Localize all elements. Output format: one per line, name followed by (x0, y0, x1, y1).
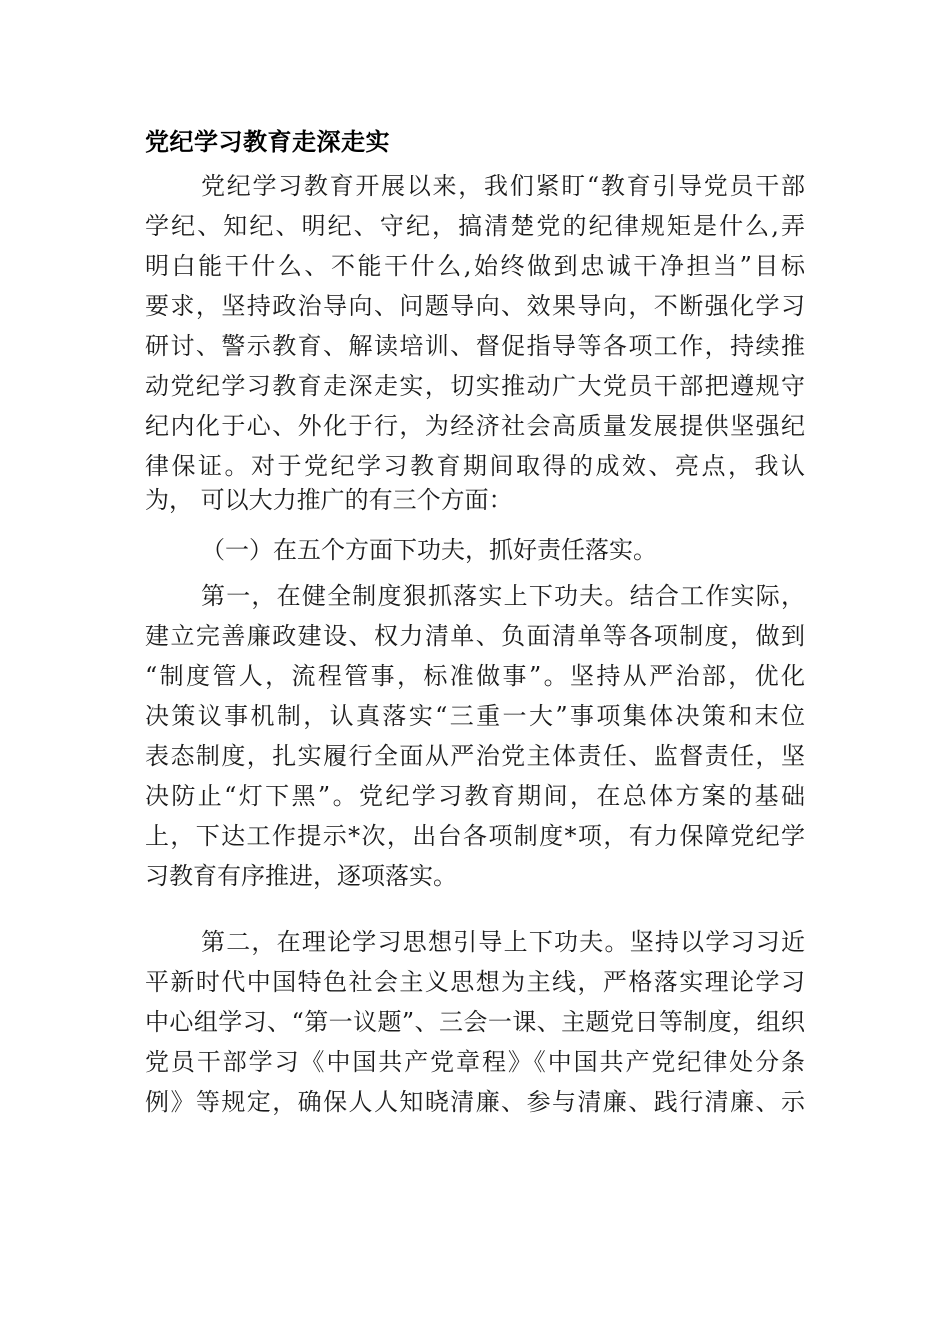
text-line: 例》等规定，确保人人知晓清廉、参与清廉、践行清廉、示 (145, 1088, 807, 1116)
text-line: 第一，在健全制度狠抓落实上下功夫。结合工作实际， (201, 582, 807, 610)
text-line: 平新时代中国特色社会主义思想为主线，严格落实理论学习 (145, 968, 807, 996)
section-heading: （一）在五个方面下功夫，抓好责任落实。 (201, 536, 657, 564)
text-line: 党员干部学习《中国共产党章程》《中国共产党纪律处分条 (145, 1048, 807, 1076)
text-line: 要求，坚持政治导向、问题导向、效果导向，不断强化学习 (145, 292, 807, 320)
text-line: 动党纪学习教育走深走实，切实推动广大党员干部把遵规守 (145, 372, 807, 400)
text-line: 学纪、知纪、明纪、守纪，搞清楚党的纪律规矩是什么,弄 (145, 212, 808, 240)
text-line: 决防止“灯下黑”。党纪学习教育期间，在总体方案的基础 (145, 782, 808, 810)
text-line: 研讨、警示教育、解读培训、督促指导等各项工作，持续推 (145, 332, 807, 360)
text-line: 决策议事机制，认真落实“三重一大”事项集体决策和末位 (145, 702, 808, 730)
text-line: 上，下达工作提示*次，出台各项制度*项，有力保障党纪学 (145, 822, 807, 850)
text-line: “制度管人，流程管事，标准做事”。坚持从严治部，优化 (145, 662, 808, 690)
text-line: 明白能干什么、不能干什么,始终做到忠诚干净担当”目标 (145, 252, 808, 280)
text-line: 第二，在理论学习思想引导上下功夫。坚持以学习习近 (201, 928, 807, 956)
text-line: 表态制度，扎实履行全面从严治党主体责任、监督责任，坚 (145, 742, 807, 770)
text-line: 纪内化于心、外化于行，为经济社会高质量发展提供坚强纪 (145, 412, 807, 440)
document-title: 党纪学习教育走深走实 (145, 128, 390, 156)
text-line: 为， 可以大力推广的有三个方面： (145, 486, 513, 514)
text-line: 建立完善廉政建设、权力清单、负面清单等各项制度，做到 (145, 622, 807, 650)
text-line: 中心组学习、“第一议题”、三会一课、主题党日等制度，组织 (145, 1008, 806, 1036)
text-line: 党纪学习教育开展以来，我们紧盯“教育引导党员干部 (201, 172, 807, 200)
text-line: 习教育有序推进，逐项落实。 (145, 862, 457, 890)
text-line: 律保证。对于党纪学习教育期间取得的成效、亮点，我认 (145, 452, 808, 480)
